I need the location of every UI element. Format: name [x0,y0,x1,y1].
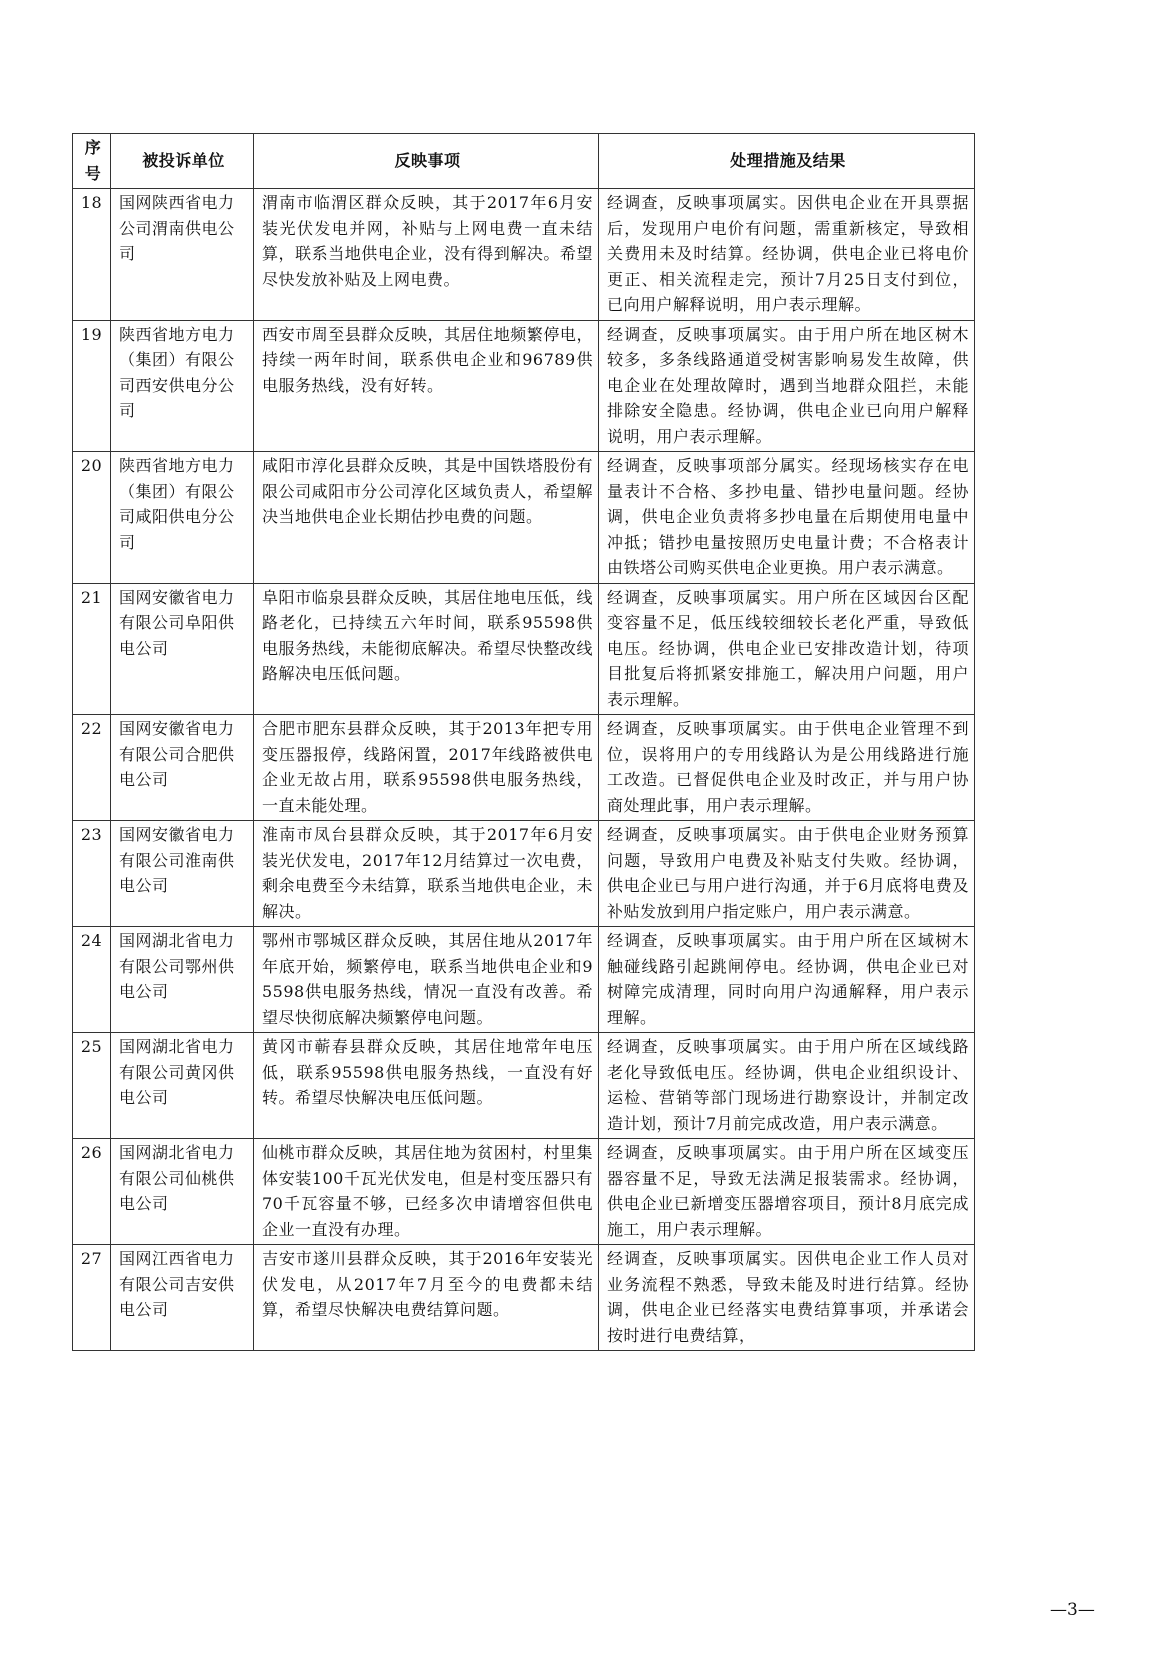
row-unit: 国网安徽省电力有限公司淮南供电公司 [111,821,254,927]
row-result: 经调查，反映事项属实。因供电企业在开具票据后，发现用户电价有问题，需重新核定，导致相关费用未及时结算。经协调，供电企业已将电价更正、相关流程走完，预计7月25日支付到位，已向用户解释说明，用户表示理解。 [599,189,975,321]
table-row [73,189,975,321]
table-header [73,134,975,189]
row-number: 18 [73,189,111,321]
table-row [73,927,975,1033]
table-row [73,821,975,927]
row-number: 25 [73,1033,111,1139]
complaints-table [72,133,975,1351]
table-row [73,1033,975,1139]
header-result: 处理措施及结果 [599,134,975,189]
row-number: 27 [73,1245,111,1351]
table-row [73,320,975,452]
table-row [73,452,975,584]
row-unit: 陕西省地方电力（集团）有限公司咸阳供电分公司 [111,452,254,584]
row-result: 经调查，反映事项属实。由于用户所在地区树木较多，多条线路通道受树害影响易发生故障，供电企业在处理故障时，遇到当地群众阻拦，未能排除安全隐患。经协调，供电企业已向用户解释说明，用户表示理解。 [599,320,975,452]
row-number: 22 [73,715,111,821]
row-number: 20 [73,452,111,584]
row-result: 经调查，反映事项属实。用户所在区域因台区配变容量不足，低压线较细较长老化严重，导致低电压。经协调，供电企业已安排改造计划，待项目批复后将抓紧安排施工，解决用户问题，用户表示理解。 [599,583,975,715]
row-issue: 淮南市凤台县群众反映，其于2017年6月安装光伏发电，2017年12月结算过一次电费，剩余电费至今未结算，联系当地供电企业，未解决。 [254,821,599,927]
row-number: 19 [73,320,111,452]
row-unit: 国网安徽省电力有限公司合肥供电公司 [111,715,254,821]
row-issue: 阜阳市临泉县群众反映，其居住地电压低，线路老化，已持续五六年时间，联系95598供电服务热线，未能彻底解决。希望尽快整改线路解决电压低问题。 [254,583,599,715]
row-number: 23 [73,821,111,927]
table-row [73,583,975,715]
row-result: 经调查，反映事项属实。由于供电企业管理不到位，误将用户的专用线路认为是公用线路进行施工改造。已督促供电企业及时改正，并与用户协商处理此事，用户表示理解。 [599,715,975,821]
row-result: 经调查，反映事项属实。由于用户所在区域树木触碰线路引起跳闸停电。经协调，供电企业已对 树障完成清理，同时向用户沟通解释，用户表示理解。 [599,927,975,1033]
row-result: 经调查，反映事项属实。因供电企业工作人员对业务流程不熟悉，导致未能及时进行结算。经协调，供电企业已经落实电费结算事项，并承诺会按时进行电费结算， [599,1245,975,1351]
row-unit: 国网湖北省电力有限公司鄂州供电公司 [111,927,254,1033]
table-row [73,715,975,821]
row-unit: 国网江西省电力有限公司吉安供电公司 [111,1245,254,1351]
row-issue: 渭南市临渭区群众反映，其于2017年6月安装光伏发电并网，补贴与上网电费一直未结算，联系当地供电企业，没有得到解决。希望尽快发放补贴及上网电费。 [254,189,599,321]
row-issue: 咸阳市淳化县群众反映，其是中国铁塔股份有限公司咸阳市分公司淳化区域负责人，希望解决当地供电企业长期估抄电费的问题。 [254,452,599,584]
row-result: 经调查，反映事项属实。由于用户所在区域线路老化导致低电压。经协调，供电企业组织设计、运检、营销等部门现场进行勘察设计，并制定改造计划，预计7月前完成改造，用户表示满意。 [599,1033,975,1139]
table-row [73,1139,975,1245]
row-unit: 陕西省地方电力（集团）有限公司西安供电分公司 [111,320,254,452]
row-issue: 西安市周至县群众反映，其居住地频繁停电，持续一两年时间，联系供电企业和96789供电服务热线，没有好转。 [254,320,599,452]
table-body [73,189,975,1351]
header-index: 序号 [73,134,111,189]
header-unit: 被投诉单位 [111,134,254,189]
row-result: 经调查，反映事项属实。由于供电企业财务预算问题，导致用户电费及补贴支付失败。经协调，供电企业已与用户进行沟通，并于6月底将电费及补贴发放到用户指定账户，用户表示满意。 [599,821,975,927]
row-result: 经调查，反映事项部分属实。经现场核实存在电量表计不合格、多抄电量、错抄电量问题。经协调，供电企业负责将多抄电量在后期使用电量中冲抵；错抄电量按照历史电量计费；不合格表计由铁塔公司购买供电企业更换。用户表示满意。 [599,452,975,584]
row-issue: 黄冈市蕲春县群众反映，其居住地常年电压低，联系95598供电服务热线，一直没有好转。希望尽快解决电压低问题。 [254,1033,599,1139]
row-unit: 国网湖北省电力有限公司仙桃供电公司 [111,1139,254,1245]
row-number: 21 [73,583,111,715]
row-unit: 国网安徽省电力有限公司阜阳供电公司 [111,583,254,715]
row-number: 26 [73,1139,111,1245]
header-issue: 反映事项 [254,134,599,189]
row-issue: 合肥市肥东县群众反映，其于2013年把专用变压器报停，线路闲置，2017年线路被供电企业无故占用，联系95598供电服务热线，一直未能处理。 [254,715,599,821]
row-unit: 国网湖北省电力有限公司黄冈供电公司 [111,1033,254,1139]
row-number: 24 [73,927,111,1033]
row-issue: 鄂州市鄂城区群众反映，其居住地从2017年年底开始，频繁停电，联系当地供电企业和95598供电服务热线，情况一直没有改善。希望尽快彻底解决频繁停电问题。 [254,927,599,1033]
row-unit: 国网陕西省电力公司渭南供电公司 [111,189,254,321]
row-issue: 仙桃市群众反映，其居住地为贫困村，村里集体安装100千瓦光伏发电，但是村变压器只有70千瓦容量不够，已经多次申请增容但供电企业一直没有办理。 [254,1139,599,1245]
table-row [73,1245,975,1351]
page-number: —3— [1050,1600,1095,1620]
row-result: 经调查，反映事项属实。由于用户所在区域变压器容量不足，导致无法满足报装需求。经协调，供电企业已新增变压器增容项目，预计8月底完成施工，用户表示理解。 [599,1139,975,1245]
row-issue: 吉安市遂川县群众反映，其于2016年安装光伏发电，从2017年7月至今的电费都未结算，希望尽快解决电费结算问题。 [254,1245,599,1351]
